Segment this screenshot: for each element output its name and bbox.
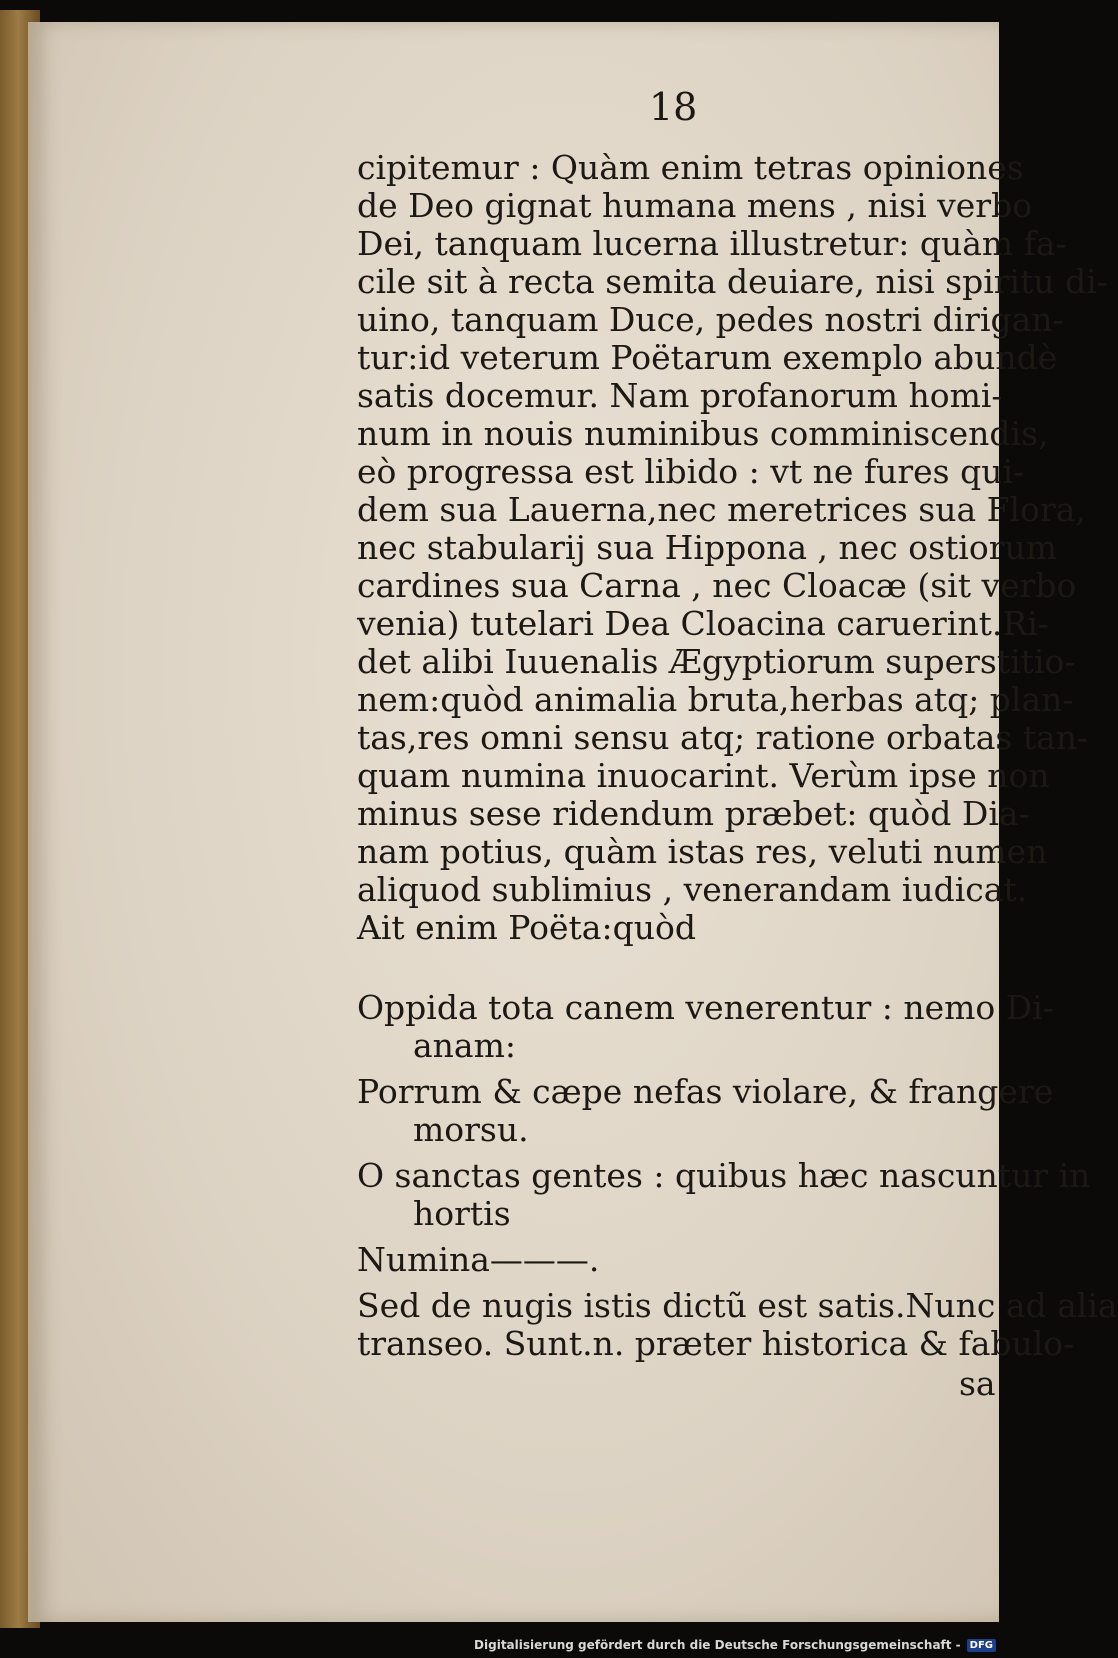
closing-line: Sed de nugis istis dictũ est satis.Nunc ad alia [357,1286,1118,1325]
prose-line: nec stabularij sua Hippona , nec ostiorum [357,528,1058,567]
dfg-logo: DFG [967,1639,996,1652]
digitization-credit [474,1638,996,1652]
prose-line: venia) tutelari Dea Cloacina caruerint.Ri- [357,604,1049,643]
prose-line: dem sua Lauerna,nec meretrices sua Flora, [357,490,1086,529]
prose-line: tas,res omni sensu atq; ratione orbatas tan- [357,718,1089,757]
prose-line: eò progressa est libido : vt ne fures qui- [357,452,1025,491]
verse-line: O sanctas gentes : quibus hæc nascuntur in [357,1156,1091,1195]
prose-line: tur:id veterum Poëtarum exemplo abundè [357,338,1058,377]
prose-line: cipitemur : Quàm enim tetras opiniones [357,148,1024,187]
prose-line: minus sese ridendum præbet: quòd Dia- [357,794,1030,833]
prose-line: uino, tanquam Duce, pedes nostri dirigan- [357,300,1064,339]
catchword: sa [959,1364,996,1403]
closing-line: transeo. Sunt.n. præter historica & fabulo- [357,1324,1075,1363]
credit-text: Digitalisierung gefördert durch die Deutsche Forschungsgemeinschaft - [474,1638,961,1652]
verse-line: Porrum & cæpe nefas violare, & frangere [357,1072,1054,1111]
page-number: 18 [649,85,698,129]
prose-line: nam potius, quàm istas res, veluti numen [357,832,1048,871]
prose-line: cardines sua Carna , nec Cloacæ (sit verbo [357,566,1077,605]
verse-line: hortis [413,1194,511,1233]
prose-line: de Deo gignat humana mens , nisi verbo [357,186,1033,225]
prose-line: quam numina inuocarint. Verùm ipse non [357,756,1050,795]
prose-line: aliquod sublimius , venerandam iudicat. [357,870,1028,909]
prose-line: Ait enim Poëta:quòd [357,908,696,947]
prose-line: num in nouis numinibus comminiscendis, [357,414,1049,453]
prose-line: det alibi Iuuenalis Ægyptiorum superstitio- [357,642,1076,681]
verse-line: Numina———. [357,1240,600,1279]
book-page [28,22,1118,1622]
verse-line: anam: [413,1026,517,1065]
prose-line: Dei, tanquam lucerna illustretur: quàm fa- [357,224,1067,263]
verse-line: morsu. [413,1110,529,1149]
prose-line: cile sit à recta semita deuiare, nisi spiritu di- [357,262,1108,301]
verse-line: Oppida tota canem venerentur : nemo Di- [357,988,1054,1027]
prose-line: satis docemur. Nam profanorum homi- [357,376,1003,415]
prose-line: nem:quòd animalia bruta,herbas atq; plan- [357,680,1074,719]
